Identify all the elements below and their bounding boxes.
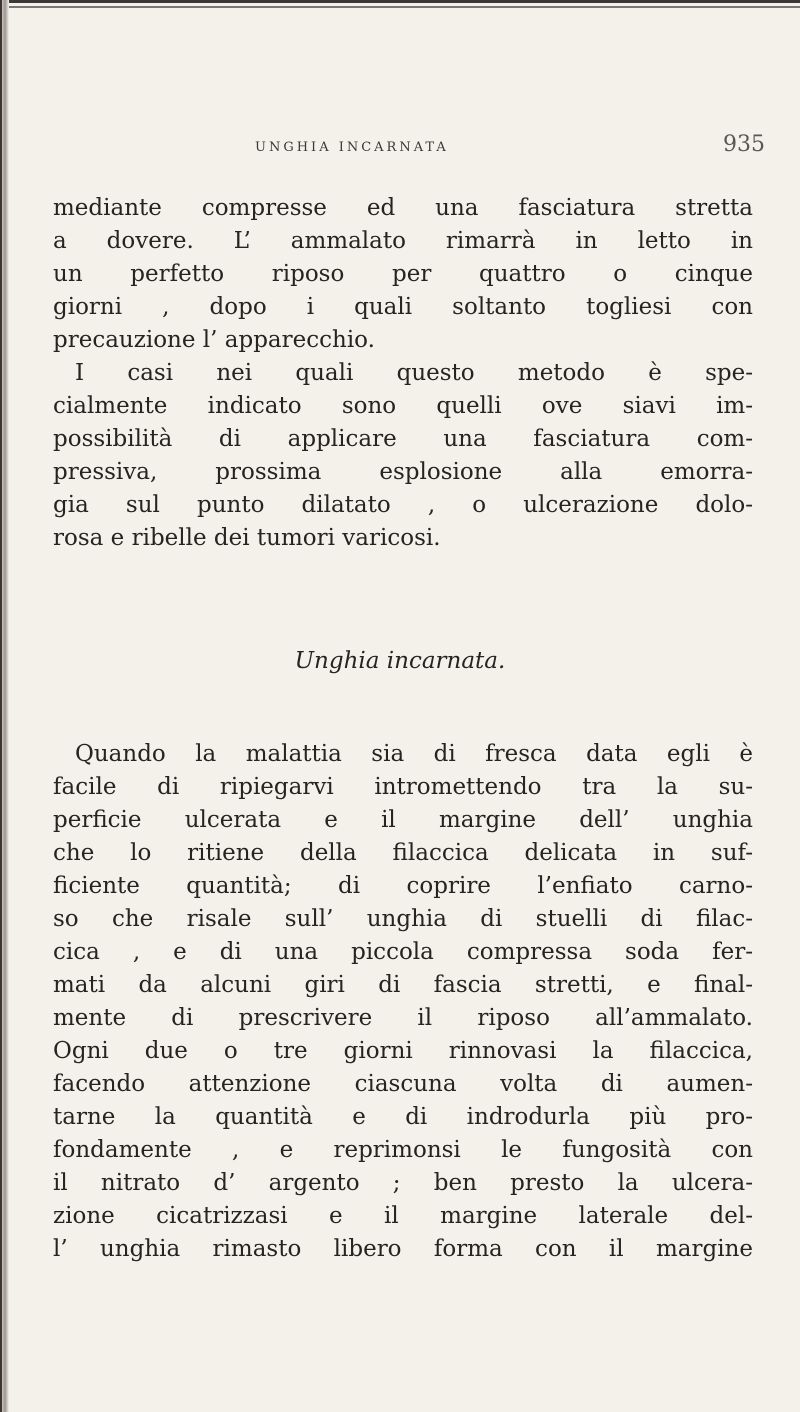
text-line: rosa e ribelle dei tumori varicosi. [53, 525, 441, 551]
text-line: il nitrato d’ argento ; ben presto la ulcera- [53, 1170, 753, 1196]
text-line: zione cicatrizzasi e il margine laterale del- [53, 1203, 753, 1229]
text-line: Quando la malattia sia di fresca data egli è [75, 741, 753, 767]
text-line: I casi nei quali questo metodo è spe- [75, 360, 753, 386]
text-line: Ogni due o tre giorni rinnovasi la filaccica, [53, 1038, 753, 1064]
section-title: Unghia incarnata. [294, 648, 506, 674]
page-header [0, 132, 800, 162]
text-line: cialmente indicato sono quelli ove siavi im- [53, 393, 753, 419]
text-line: ficiente quantità; di coprire l’enfiato carno- [53, 873, 753, 899]
text-line: pressiva, prossima esplosione alla emorra- [53, 459, 753, 485]
page-number: 935 [723, 132, 765, 157]
text-line: tarne la quantità e di indrodurla più pro- [53, 1104, 753, 1130]
text-line: che lo ritiene della filaccica delicata in suf- [53, 840, 753, 866]
text-line: giorni , dopo i quali soltanto togliesi con [53, 294, 753, 320]
text-line: facendo attenzione ciascuna volta di aumen- [53, 1071, 753, 1097]
text-line: un perfetto riposo per quattro o cinque [53, 261, 753, 287]
text-line: mente di prescrivere il riposo all’ammalato. [53, 1005, 753, 1031]
text-line: perficie ulcerata e il margine dell’ unghia [53, 807, 753, 833]
text-line: l’ unghia rimasto libero forma con il margine [53, 1236, 753, 1262]
text-line: facile di ripiegarvi intromettendo tra la su- [53, 774, 753, 800]
text-line: possibilità di applicare una fasciatura com- [53, 426, 753, 452]
text-line: so che risale sull’ unghia di stuelli di filac- [53, 906, 753, 932]
text-line: precauzione l’ apparecchio. [53, 327, 375, 353]
binding-edge [0, 0, 9, 1412]
text-line: gia sul punto dilatato , o ulcerazione dolo- [53, 492, 753, 518]
text-line: mediante compresse ed una fasciatura stretta [53, 195, 753, 221]
text-line: cica , e di una piccola compressa soda fer- [53, 939, 753, 965]
top-edge-rule [0, 0, 800, 14]
running-head: UNGHIA INCARNATA [255, 140, 449, 155]
text-line: fondamente , e reprimonsi le fungosità con [53, 1137, 753, 1163]
text-line: a dovere. L’ ammalato rimarrà in letto in [53, 228, 753, 254]
text-line: mati da alcuni giri di fascia stretti, e final- [53, 972, 753, 998]
